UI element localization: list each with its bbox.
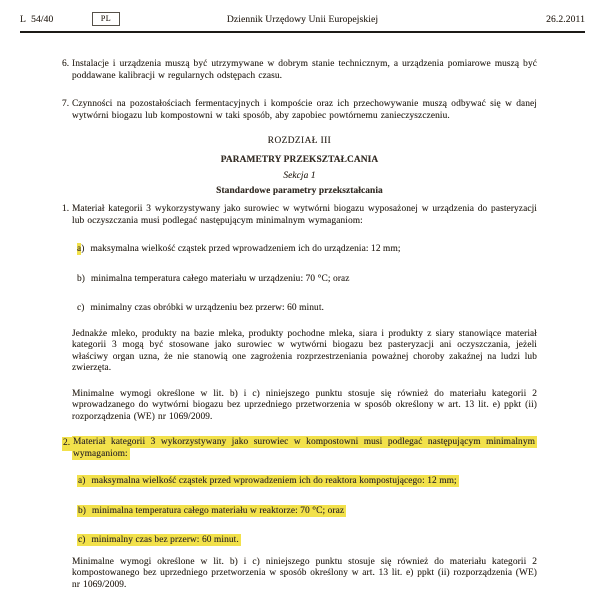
marker-highlight: a [77, 244, 82, 254]
item-text: Materiał kategorii 3 wykorzystywany jako surowiec w kompostowni musi podlegać następującym minimalnym wymaganiom: [73, 437, 535, 459]
chapter-title: PARAMETRY PRZEKSZTAŁCANIA [220, 154, 379, 165]
numbered-item-2-highlighted [62, 437, 537, 460]
subitem-1b [62, 274, 537, 286]
item-text: Instalacje i urządzenia muszą być utrzymywane w dobrym stanie technicznym, a urządzenia pomiarowe muszą być poddawane kalibracji w regularnych odstępach czasu. [72, 59, 537, 81]
paragraph-minimum-requirements-1: Minimalne wymogi określone w lit. b) i c) niniejszego punktu stosuje się również do materiału kategorii 2 wprowadzanego do wytwórni biogazu bez uprzedniego przetworzenia w sposób określony w art. 13 lit. e) ppkt (ii) rozporządzenia (WE) nr 1069/2009. [72, 388, 537, 422]
subitem-text: minimalna temperatura całego materiału w reaktorze: 70 °C; oraz [92, 505, 345, 516]
page-header [0, 0, 605, 31]
subitem-text: minimalna temperatura całego materiału w urządzeniu: 70 °C; oraz [91, 273, 350, 284]
section-title: Standardowe parametry przekształcania [216, 185, 383, 196]
subitem-marker: b) [77, 273, 86, 284]
section-heading: Sekcja 1 [283, 171, 316, 181]
chapter-heading: ROZDZIAŁ III [267, 136, 332, 146]
item-marker: 6. [62, 59, 70, 69]
subitem-text: minimalny czas bez przerw: 60 minut. [91, 535, 239, 545]
subitem-marker: a) [77, 244, 85, 254]
subitem-2c-highlighted [62, 535, 537, 547]
subitem-1a [62, 244, 537, 256]
numbered-item-1 [62, 204, 537, 227]
item-marker: 7. [62, 99, 70, 109]
numbered-item-7 [62, 99, 537, 122]
subitem-text: maksymalna wielkość cząstek przed wprowadzeniem ich do urządzenia: 12 mm; [90, 244, 401, 254]
subitem-2b-highlighted [62, 506, 537, 518]
subitem-marker: c) [77, 303, 85, 313]
subitem-marker: c) [78, 535, 86, 545]
item-marker: 2. [62, 437, 72, 451]
subitem-marker: a) [78, 476, 86, 486]
subitem-text: maksymalna wielkość cząstek przed wprowadzeniem ich do reaktora kompostującego: 12 mm; [91, 476, 457, 486]
document-body [62, 59, 537, 591]
item-text: Materiał kategorii 3 wykorzystywany jako surowiec w wytwórni biogazu wyposażonej w urządzenia do pasteryzacji lub oczyszczania musi podlegać następującym minimalnym wymaganiom: [72, 204, 537, 226]
page-number: L 54/40 [20, 14, 54, 25]
journal-title: Dziennik Urzędowy Unii Europejskiej [226, 14, 379, 25]
item-text: Czynności na pozostałościach fermentacyjnych i kompoście oraz ich przechowywanie muszą odbywać się w danej wytwórni biogazu lub kompostowni w taki sposób, aby zapobiec powtórnemu zanieczyszczeniu. [72, 99, 537, 121]
subitem-marker: b) [78, 505, 87, 516]
header-rule [20, 31, 585, 33]
paragraph-minimum-requirements-2: Minimalne wymogi określone w lit. b) i c) niniejszego punktu stosuje się również do materiału kategorii 2 kompostowanego bez uprzedniego przetworzenia w sposób określony w art. 13 lit. e) ppkt (ii) rozporządzenia (WE) nr 1069/2009. [72, 556, 537, 590]
language-badge: PL [92, 12, 120, 26]
subitem-2a-highlighted [62, 476, 537, 488]
item-marker: 1. [62, 204, 70, 214]
numbered-item-6 [62, 59, 537, 82]
issue-date: 26.2.2011 [546, 14, 585, 25]
subitem-1c [62, 303, 537, 315]
paragraph-milk-exception: Jednakże mleko, produkty na bazie mleka, produkty pochodne mleka, siara i produkty z siary stanowiące materiał kategorii 3 mogą być stosowane jako surowiec w wytwórni biogazu bez pasteryzacji ani oczyszczania, jeżeli właściwy organ uzna, że nie stanowią one zagrożenia rozprzestrzeniania poważnej choroby zakaźnej na ludzi lub zwierzęta. [72, 328, 537, 373]
subitem-text: minimalny czas obróbki w urządzeniu bez przerw: 60 minut. [90, 303, 324, 313]
